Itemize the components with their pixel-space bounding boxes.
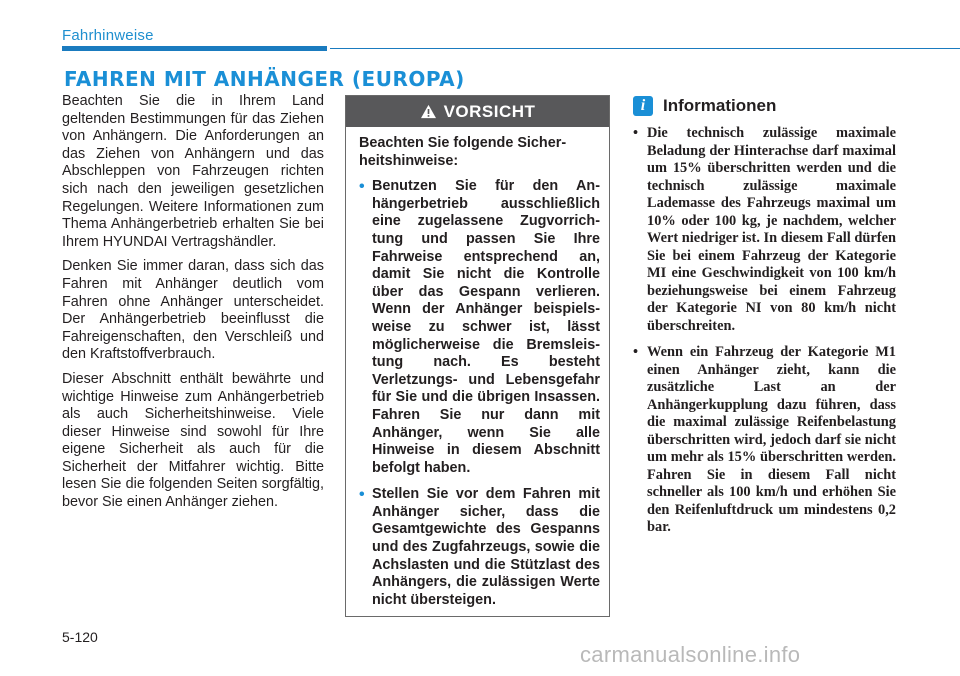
- info-icon: i: [633, 96, 653, 116]
- caution-body: [346, 127, 609, 609]
- section-label: Fahrhinweise: [62, 27, 154, 44]
- info-item: [630, 125, 896, 335]
- header-rule-thin: [330, 48, 960, 49]
- info-item: [630, 344, 896, 537]
- info-item-text: Wenn ein Fahrzeug der Kategorie M1 einen Anhänger zieht, kann die zusätzliche Last an der Anhängerkupplung dazu führen, dass die maximal zulässige Reifenbelastung überschritten wird, jedoch darf sie nicht um mehr als 15% überschritten werden. Fahren Sie in diesem Fall nicht schneller als 100 km/h und erhöhen Sie den Reifenluftdruck um mindestens 0,2 bar.: [647, 344, 896, 535]
- caution-list: [359, 178, 600, 609]
- info-header: [633, 96, 776, 116]
- info-item-text: Die technisch zulässige maximale Beladung der Hinterachse darf maximal um 15% überschritten werden und die technisch zulässige maximale Lademasse des Fahrzeugs maximal um 10% oder 100 kg, je nachdem, welcher Wert niedriger ist. In diesem Fall dürfen Sie bei einem Fahrzeug der Kategorie MI eine Geschwindigkeit von 100 km/h beziehungsweise bei einem Fahrzeug der Kategorie NI von 80 km/h nicht überschreiten.: [647, 125, 896, 334]
- info-title: Informationen: [663, 96, 777, 115]
- caution-item: [359, 178, 600, 477]
- caution-item: [359, 486, 600, 609]
- bullet-icon: •: [633, 125, 639, 141]
- caution-heading: VORSICHT: [443, 101, 536, 121]
- intro-column: [62, 93, 324, 519]
- bullet-icon: •: [633, 344, 639, 360]
- page-title: FAHREN MIT ANHÄNGER (EUROPA): [64, 67, 465, 91]
- header-rule-thick: [62, 46, 327, 51]
- intro-paragraph: Denken Sie immer daran, dass sich das Fahren mit Anhänger deutlich vom Fahren ohne Anhänger unterscheidet. Der Anhängerbetrieb beeinflusst die Fahreigenschaften, den Verschleiß und den Kraftstoffverbrauch.: [62, 258, 324, 363]
- info-list: [630, 125, 896, 546]
- caution-item-text: Stellen Sie vor dem Fahren mit Anhänger sicher, dass die Gesamtgewichte des Gespanns und des Zugfahrzeugs, sowie die Achslasten und die Stützlast des Anhängers, die zulässigen Werte nicht übersteigen.: [372, 486, 600, 608]
- warning-triangle-icon: [420, 104, 437, 119]
- intro-paragraph: Dieser Abschnitt enthält bewährte und wichtige Hinweise zum Anhängerbetrieb als auch Sicherheitshinweise. Viele dieser Hinweise sind sowohl für Ihre eigene Sicherheit als auch für die Sicherheit der Mitfahrer wichtig. Bitte lesen Sie die folgenden Seiten sorgfältig, bevor Sie einen Anhänger ziehen.: [62, 370, 324, 511]
- bullet-icon: •: [359, 486, 365, 504]
- caution-header: [346, 96, 609, 127]
- caution-item-text: Benutzen Sie für den Anhängerbetrieb ausschließlich eine zugelassene Zugvorrichtung und passen Sie Ihre Fahrweise entsprechend an, damit Sie nicht die Kontrolle über das Gespann verlieren. Wenn der Anhänger beispielsweise zu schwer ist, lässt möglicherweise die Bremsleis-tung nach. Es besteht Verletzungs- und Lebensgefahr für Sie und die übrigen Insassen. Fahren Sie nur dann mit Anhänger, wenn Sie alle Hinweise in diesem Abschnitt befolgt haben.: [372, 178, 600, 476]
- bullet-icon: •: [359, 178, 365, 196]
- caution-box: [345, 95, 610, 617]
- watermark: carmanualsonline.info: [580, 642, 801, 667]
- page-number: 5-120: [62, 629, 98, 645]
- caution-intro: Beachten Sie folgende Sicherheitshinweise:: [359, 135, 567, 169]
- intro-paragraph: Beachten Sie die in Ihrem Land geltenden Bestimmungen für das Ziehen von Anhängern. Die Anforderungen an das Ziehen von Anhängern und das Abschleppen von Fahrzeugen richten sich nach den jeweiligen gesetzlichen Regelungen. Weitere Informationen zum Thema Anhängerbetrieb erhalten Sie bei Ihrem HYUNDAI Vertragshändler.: [62, 93, 324, 250]
